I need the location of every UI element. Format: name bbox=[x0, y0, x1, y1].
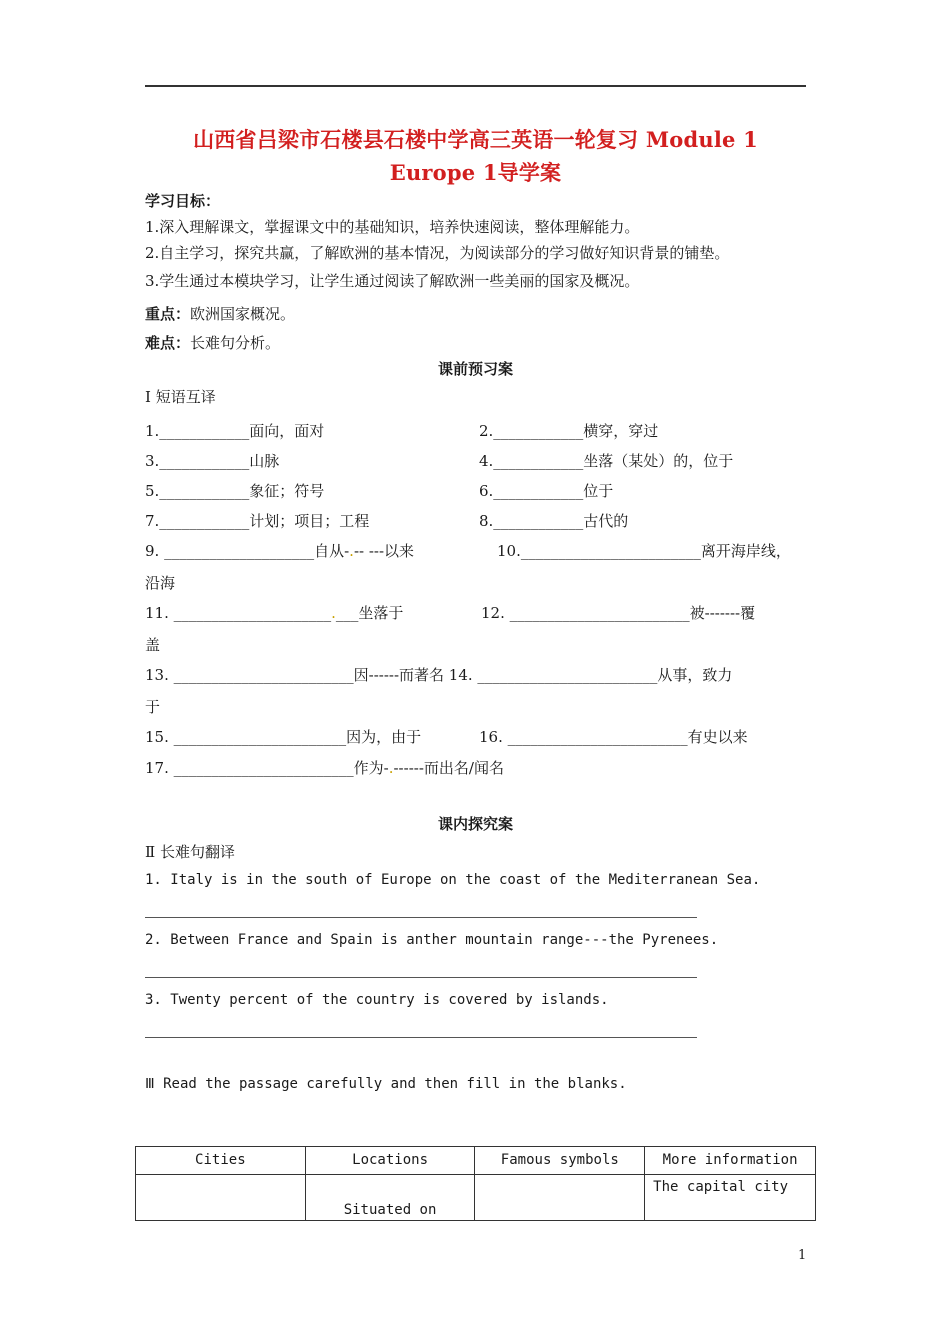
objective-item: 3.学生通过本模块学习，让学生通过阅读了解欧洲一些美丽的国家及概况。 bbox=[145, 272, 640, 290]
phrase-item-10: 10.________________________离开海岸线， bbox=[497, 542, 791, 560]
part3-heading: Ⅲ Read the passage carefully and then fill in the blanks. bbox=[145, 1076, 627, 1092]
answer-line-3 bbox=[145, 1037, 697, 1038]
phrase-item-11 bbox=[145, 602, 403, 623]
phrase-item-12-wrap: 盖 bbox=[145, 636, 161, 654]
part2-heading: Ⅱ 长难句翻译 bbox=[145, 843, 235, 861]
table-header-cell: Famous symbols bbox=[475, 1147, 645, 1175]
phrase-item-17 bbox=[145, 757, 504, 778]
phrase-item-15: 15. _______________________因为，由于 bbox=[145, 728, 422, 746]
phrase-item-8: 8.____________古代的 bbox=[479, 512, 629, 530]
document-title-line-1: 山西省吕梁市石楼县石楼中学高三英语一轮复习 Module 1 bbox=[193, 127, 758, 152]
phrase-item-2: 2.____________横穿，穿过 bbox=[479, 422, 659, 440]
dot-mark: . bbox=[349, 542, 354, 560]
table-header-cell: Locations bbox=[305, 1147, 475, 1175]
table-row bbox=[136, 1175, 816, 1221]
table-header-row bbox=[136, 1147, 816, 1175]
difficult-point bbox=[145, 332, 280, 353]
answer-line-2 bbox=[145, 977, 697, 978]
inclass-section-heading: 课内探究案 bbox=[437, 815, 513, 833]
phrase-item-12: 12. ________________________被-------覆 bbox=[481, 604, 756, 622]
phrase-item-9 bbox=[145, 540, 414, 561]
difficult-point-label: 难点： bbox=[145, 334, 191, 352]
phrase-item-16: 16. ________________________有史以来 bbox=[479, 728, 748, 746]
dot-mark: . bbox=[388, 759, 394, 777]
document-title-line-2: Europe 1导学案 bbox=[389, 160, 562, 185]
phrase-item-3: 3.____________山脉 bbox=[145, 452, 280, 470]
sentence-1: 1. Italy is in the south of Europe on the coast of the Mediterranean Sea. bbox=[145, 872, 761, 888]
dot-mark: . bbox=[331, 604, 336, 622]
difficult-point-text: 长难句分析。 bbox=[190, 334, 281, 352]
key-point-label: 重点： bbox=[145, 305, 191, 323]
phrase-item-14-wrap: 于 bbox=[145, 698, 161, 716]
phrase-item-7: 7.____________计划；项目；工程 bbox=[145, 512, 370, 530]
phrase-item-4: 4.____________坐落（某处）的，位于 bbox=[479, 452, 734, 470]
answer-line-1 bbox=[145, 917, 697, 918]
phrase-item-9-rest: -- ---以来 bbox=[353, 542, 415, 560]
table-header-cell: Cities bbox=[136, 1147, 306, 1175]
objectives-heading: 学习目标： bbox=[145, 192, 221, 210]
top-rule bbox=[145, 85, 806, 87]
key-point-text: 欧洲国家概况。 bbox=[190, 305, 296, 323]
table-cell bbox=[136, 1175, 306, 1221]
phrase-item-1: 1.____________面向，面对 bbox=[145, 422, 325, 440]
phrase-item-5: 5.____________象征；符号 bbox=[145, 482, 325, 500]
phrase-item-10-wrap: 沿海 bbox=[145, 574, 176, 592]
table-cell bbox=[475, 1175, 645, 1221]
phrase-item-9-text: 9. ____________________自从- bbox=[145, 542, 350, 560]
table-header-cell: More information bbox=[645, 1147, 816, 1175]
page-number: 1 bbox=[798, 1248, 807, 1263]
sentence-2: 2. Between France and Spain is anther mountain range---the Pyrenees. bbox=[145, 932, 719, 948]
phrase-item-11-rest: ___坐落于 bbox=[335, 604, 404, 622]
phrase-item-13-14: 13. ________________________因------而著名 14. ________________________从事，致力 bbox=[145, 666, 733, 684]
phrase-item-6: 6.____________位于 bbox=[479, 482, 614, 500]
preview-section-heading: 课前预习案 bbox=[437, 360, 513, 378]
phrase-item-11-text: 11. _____________________ bbox=[145, 604, 332, 622]
part1-heading: Ⅰ 短语互译 bbox=[145, 388, 216, 406]
cities-table bbox=[135, 1146, 816, 1221]
table-cell: The capital city bbox=[645, 1175, 816, 1221]
sentence-3: 3. Twenty percent of the country is covered by islands. bbox=[145, 992, 609, 1008]
phrase-item-17-text: 17. ________________________作为- bbox=[145, 759, 389, 777]
phrase-item-17-rest: ------而出名/闻名 bbox=[393, 759, 504, 777]
table-cell: Situated on bbox=[305, 1175, 475, 1221]
objective-item: 1.深入理解课文，掌握课文中的基础知识，培养快速阅读，整体理解能力。 bbox=[145, 218, 640, 236]
key-point bbox=[145, 303, 295, 324]
objective-item: 2.自主学习，探究共赢，了解欧洲的基本情况，为阅读部分的学习做好知识背景的铺垫。 bbox=[145, 244, 730, 262]
